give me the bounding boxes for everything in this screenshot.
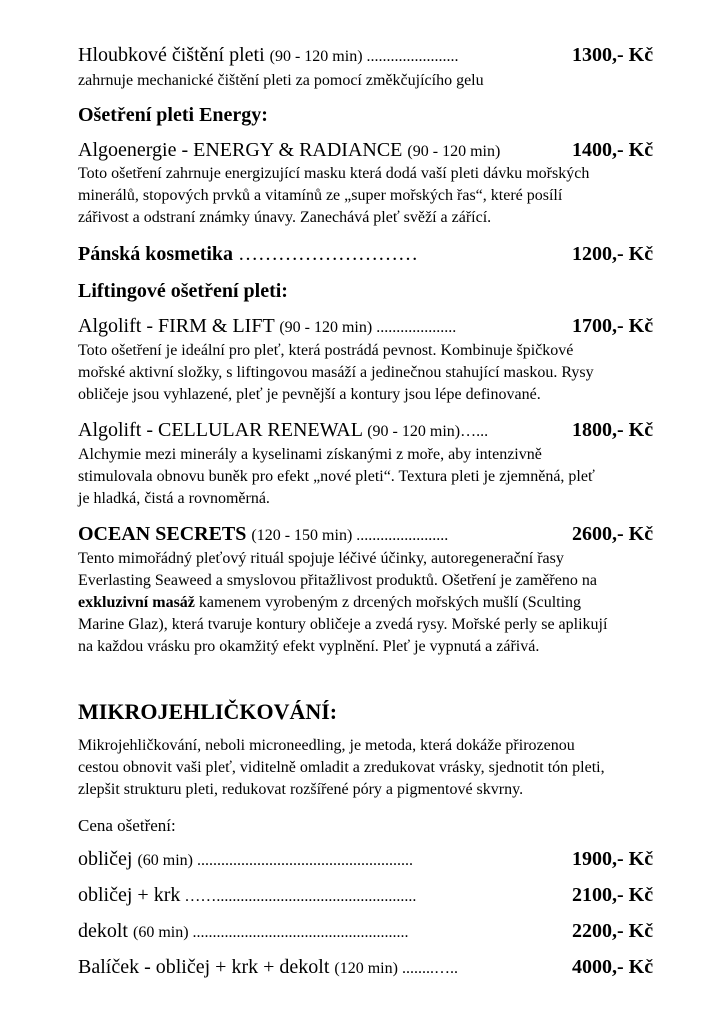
description-line: Alchymie mezi minerály a kyselinami získanými z moře, aby intenzivně [78,446,542,463]
row-dots: ........….. [397,960,458,977]
description-line: je hladká, čistá a rovnoměrná. [78,490,270,507]
service-price: 1200,- Kč [572,243,654,265]
service-algolift-cellular [78,418,488,444]
price-label: Cena ošetření: [78,816,176,835]
row-price: 4000,- Kč [572,956,654,978]
row-price: 2200,- Kč [572,920,654,942]
description-line: minerálů, stopových prvků a vitamínů ze „super mořských řas“, které posílí [78,187,563,204]
row-price: 1900,- Kč [572,848,654,870]
service-name: Algolift - CELLULAR RENEWAL [78,419,363,441]
row-name: obličej [78,848,133,870]
row-time: (120 min) [334,960,398,977]
description-line: cestou obnovit vaši pleť, viditelně omladit a zredukovat vrásky, sjednotit tón pleti, [78,759,605,776]
section-heading-lifting: Liftingové ošetření pleti: [78,280,288,302]
price-row [78,955,458,981]
service-algolift-firm [78,314,456,340]
service-dots: ....................... [362,48,459,65]
description-line: stimulovala obnovu buněk pro efekt „nové pleti“. Textura pleti je zjemněná, pleť [78,468,595,485]
description-line: Tento mimořádný pleťový rituál spojuje léčivé účinky, autoregenerační řasy [78,550,564,567]
service-price: 1800,- Kč [572,419,654,441]
row-name: dekolt [78,920,128,942]
service-price: 1300,- Kč [572,44,654,66]
service-name: Algolift - FIRM & LIFT [78,315,275,337]
emphasis-text: exkluzivní masáž [78,594,195,611]
service-description [78,444,678,510]
description-line: obličeje jsou vyhlazené, pleť je pevnější a kontury jsou lépe definované. [78,386,541,403]
service-algoenergie [78,138,500,164]
description-line: Everlasting Seaweed a smyslovou přitažlivost produktů. Ošetření je zaměřeno na [78,572,597,589]
description-line: Toto ošetření zahrnuje energizující masku která dodá vaší pleti dávku mořských [78,165,590,182]
row-name: obličej + krk [78,884,181,906]
row-name: Balíček - obličej + krk + dekolt [78,956,330,978]
service-panska [78,242,418,266]
description-text: kamenem vyrobeným z drcených mořských mušlí (Sculting [194,594,582,611]
row-price: 2100,- Kč [572,884,654,906]
description-line: Toto ošetření je ideální pro pleť, která postrádá pevnost. Kombinuje špičkové [78,342,574,359]
service-name: Pánská kosmetika [78,243,234,265]
service-name: OCEAN SECRETS [78,523,247,545]
description-line: zářivost a odstraní známky únavy. Zanechává pleť svěží a zářící. [78,209,492,226]
service-name: Hloubkové čištění pleti [78,44,265,66]
description-line: Mikrojehličkování, neboli microneedling, je metoda, která dokáže přirozenou [78,737,575,754]
section-heading-energy: Ošetření pleti Energy: [78,104,268,126]
service-description: zahrnuje mechanické čištění pleti za pomocí změkčujícího gelu [78,72,484,89]
service-description [78,548,678,658]
row-dots: ...................................................... [188,924,409,941]
service-price: 1700,- Kč [572,315,654,337]
service-time: (90 - 120 min) [407,143,501,160]
description-line: zlepšit strukturu pleti, redukovat rozšířené póry a pigmentové skvrny. [78,781,524,798]
description-line: na každou vrásku pro okamžitý efekt vyplnění. Pleť je vypnutá a zářivá. [78,638,540,655]
service-time: (120 - 150 min) [251,527,353,544]
section-description [78,735,678,801]
service-dots: .................... [372,319,457,336]
description-line [78,592,678,614]
service-price: 2600,- Kč [572,523,654,545]
row-dots: ...................................................... [192,852,413,869]
service-dots: ……………………… [233,243,419,265]
service-time: (90 - 120 min) [269,48,363,65]
service-price: 1400,- Kč [572,139,654,161]
service-name: Algoenergie - ENERGY & RADIANCE [78,139,403,161]
row-time: (60 min) [137,852,193,869]
service-hloubkove [78,43,459,69]
section-heading-micro: MIKROJEHLIČKOVÁNÍ: [78,699,338,724]
service-time: (90 - 120 min)…... [367,423,489,440]
price-row [78,847,413,873]
service-dots: ....................... [352,527,449,544]
service-ocean-secrets [78,522,448,548]
service-time: (90 - 120 min) [279,319,373,336]
price-row [78,919,409,945]
row-dots: …….................................................. [180,888,417,905]
description-line: Marine Glaz), která tvaruje kontury obličeje a zvedá rysy. Mořské perly se aplikují [78,616,608,633]
description-line: mořské aktivní složky, s liftingovou masáží a jedinečnou stahující maskou. Rysy [78,364,594,381]
price-row [78,883,416,909]
row-time: (60 min) [133,924,189,941]
service-description [78,163,678,229]
service-description [78,340,678,406]
